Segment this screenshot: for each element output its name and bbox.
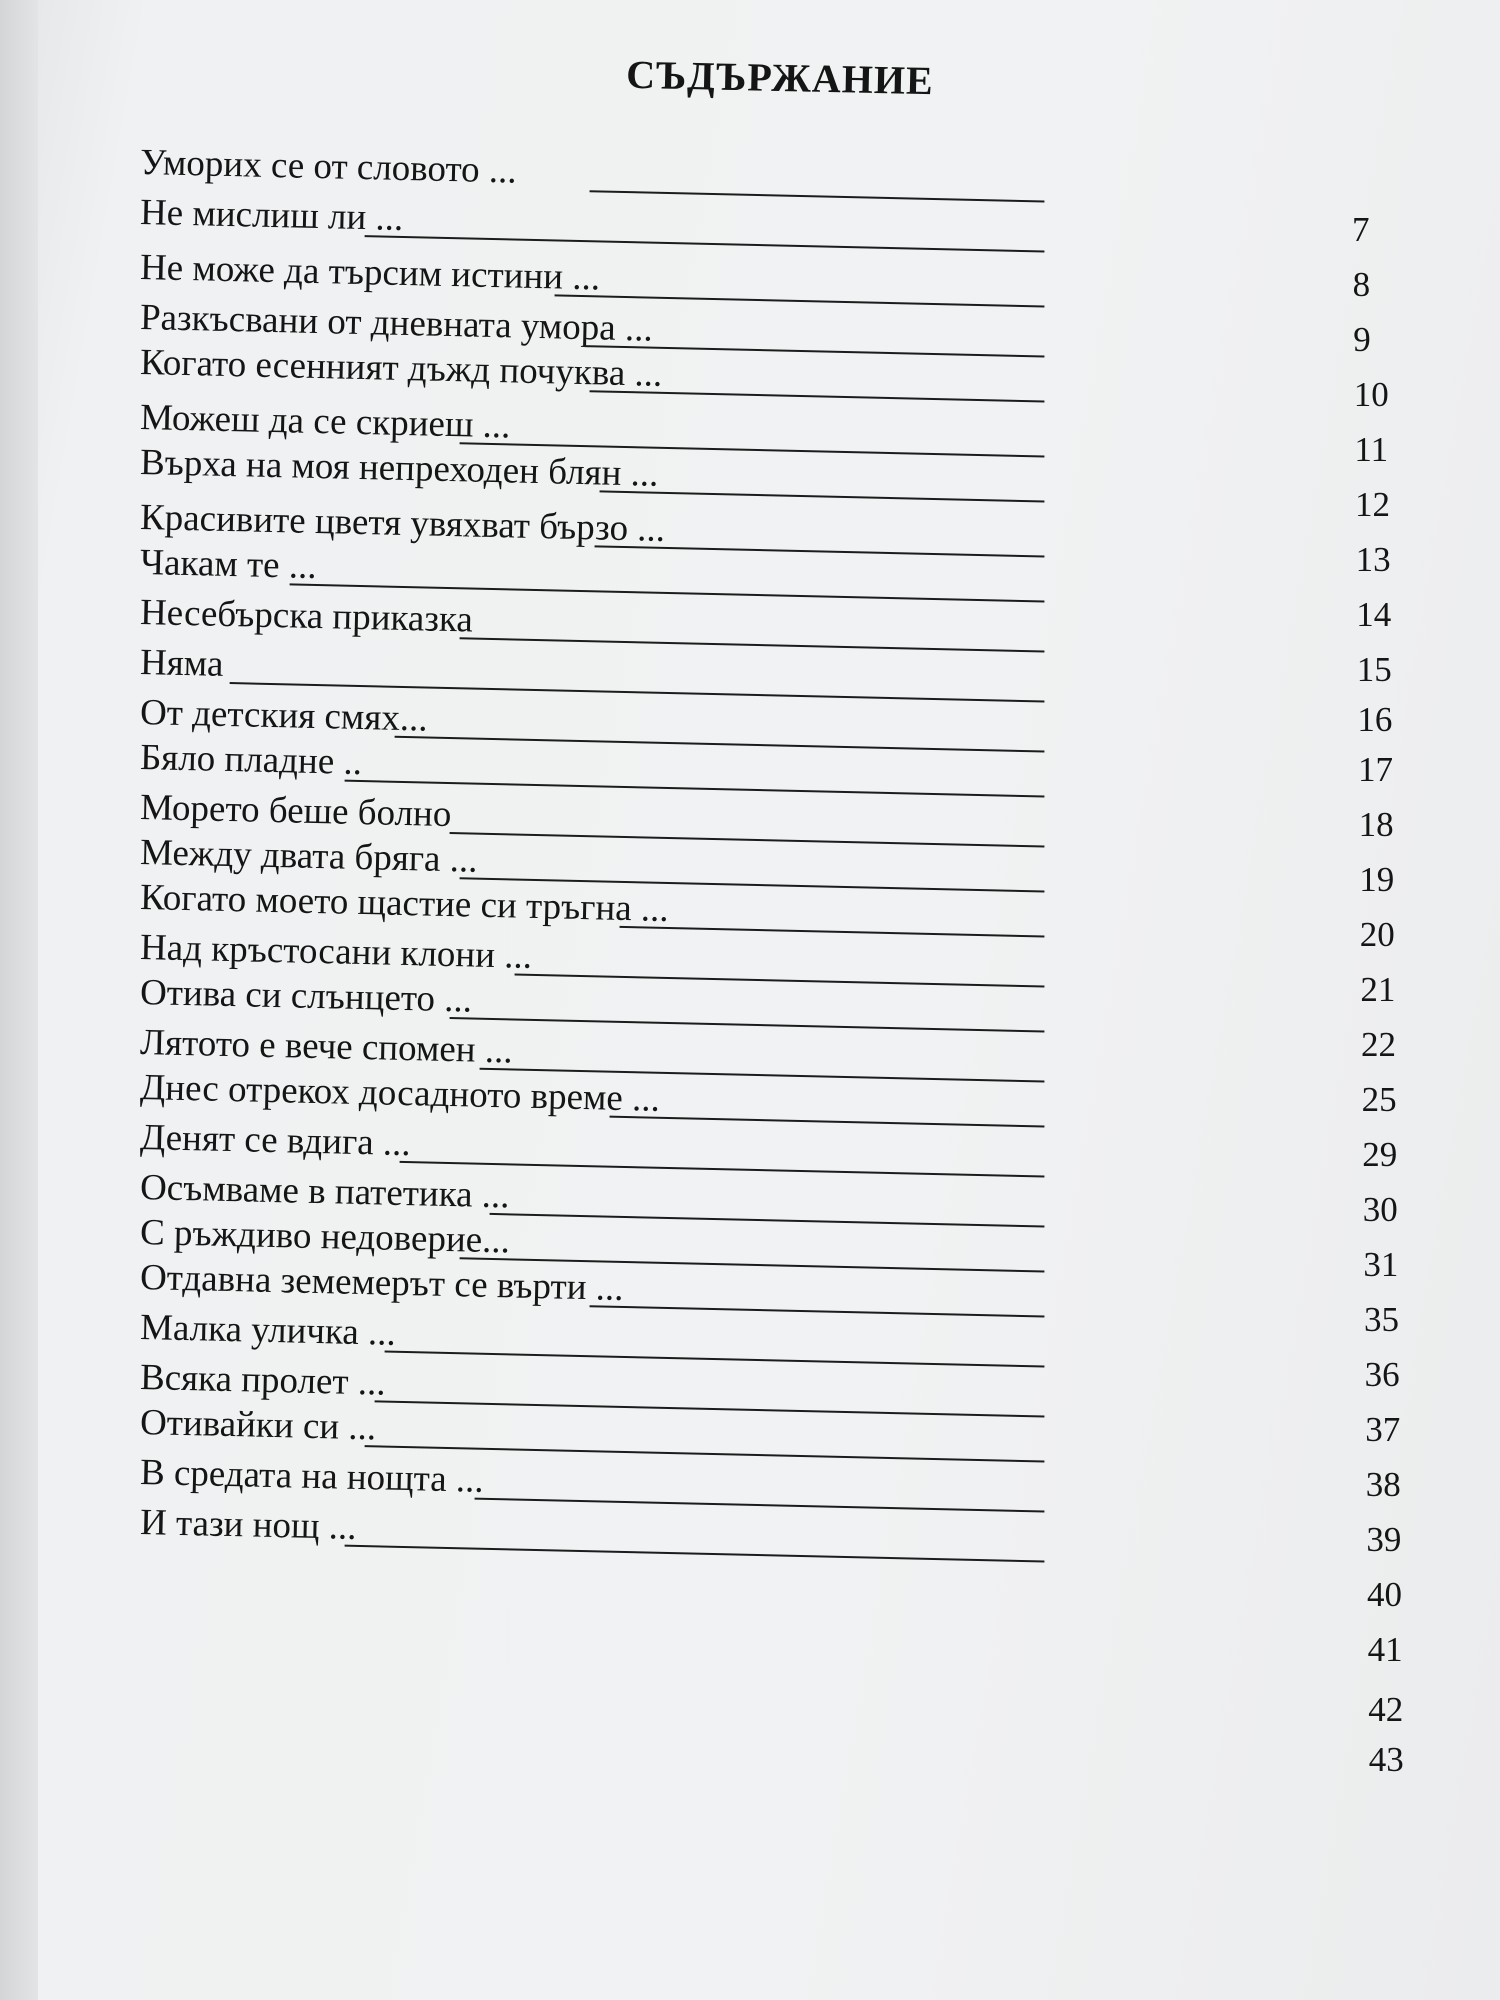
toc-entry-title: И тази нощ ... [139, 1502, 357, 1548]
toc-entry-title: Разкъсвани от дневната умора ... [139, 297, 654, 350]
toc-page-number: 41 [1367, 1630, 1403, 1669]
toc-entry-title: Всяка пролет ... [139, 1357, 387, 1404]
toc-page-number: 30 [1362, 1190, 1398, 1229]
leader-line [590, 190, 1045, 202]
toc-entry-title: Можеш да се скриеш ... [139, 397, 511, 447]
toc-entry-title: Отивайки си ... [139, 1402, 377, 1449]
toc-page-number: 19 [1359, 860, 1395, 899]
toc-page-number: 16 [1357, 700, 1393, 739]
toc-page-number: 13 [1355, 540, 1391, 579]
toc-entry-title: Осъмваме в патетика ... [139, 1167, 511, 1217]
toc-entry-title: Когато есенният дъжд почуква ... [139, 342, 663, 395]
toc-page-number: 43 [1368, 1740, 1404, 1779]
toc-page-number: 11 [1354, 430, 1389, 469]
toc-entry-title: Бяло пладне .. [139, 737, 363, 784]
leader-line [365, 235, 1045, 252]
page-title: СЪДЪРЖАНИЕ [625, 51, 935, 104]
toc-page-number: 37 [1365, 1410, 1401, 1449]
toc-page-number: 40 [1367, 1575, 1402, 1614]
toc-page-number: 39 [1366, 1520, 1402, 1559]
page-gutter [0, 0, 38, 2000]
toc-page-number: 36 [1364, 1355, 1400, 1394]
leader-line [590, 1305, 1045, 1317]
toc-entry-title: Над кръстосани клони ... [139, 927, 533, 977]
toc-entry-title: С ръждиво недоверие... [139, 1212, 511, 1262]
toc-entry-title: Морето беше болно [139, 787, 452, 836]
table-of-contents [140, 0, 1400, 2000]
toc-entry-title: Несебърска приказка [139, 592, 474, 641]
toc-entry-title: Красивите цветя увяхват бързо ... [139, 497, 666, 550]
toc-page-number: 42 [1368, 1690, 1404, 1729]
leader-line [610, 1116, 1045, 1128]
toc-page-number: 38 [1365, 1465, 1401, 1504]
toc-page-number: 18 [1358, 805, 1394, 844]
toc-page-number: 25 [1361, 1080, 1397, 1119]
toc-page-number: 17 [1358, 750, 1393, 789]
toc-page-number: 21 [1360, 970, 1396, 1009]
leader-line [345, 1545, 1045, 1563]
leader-line [590, 390, 1045, 402]
leader-line [600, 490, 1045, 502]
toc-entry-title: Между двата бряга ... [139, 832, 478, 881]
toc-entry-title: Отдавна земемерът се върти ... [139, 1257, 624, 1309]
toc-page-number: 7 [1352, 210, 1370, 249]
toc-entry-title: Денят се вдига ... [139, 1117, 412, 1165]
toc-page-number: 14 [1356, 595, 1392, 634]
toc-page-number: 29 [1362, 1135, 1398, 1174]
toc-page-number: 22 [1361, 1025, 1396, 1064]
toc-entry-title: Няма [139, 642, 224, 685]
toc-entry-title: Уморих се от словото ... [139, 142, 518, 192]
toc-entry-title: В средата на нощта ... [139, 1452, 485, 1501]
toc-entry-title: Чакам те ... [139, 542, 318, 588]
toc-page-number: 31 [1363, 1245, 1399, 1284]
toc-entry-title: Не мислиш ли ... [139, 192, 404, 239]
leader-line [620, 926, 1045, 938]
toc-entry-title: Лятото е вече спомен ... [139, 1022, 514, 1072]
toc-entry-title: Днес отрекох досадното време ... [139, 1067, 661, 1120]
toc-entry-title: Отива си слънцето ... [139, 972, 473, 1021]
toc-entry-title: Малка уличка ... [139, 1307, 397, 1354]
toc-page-number: 10 [1353, 375, 1389, 414]
toc-entry-title: От детския смях... [139, 692, 429, 740]
toc-entry-title: Върха на моя непреходен блян ... [139, 442, 659, 495]
toc-page-number: 12 [1355, 485, 1390, 524]
toc-page-number: 20 [1359, 915, 1395, 954]
toc-page-number: 9 [1353, 320, 1371, 359]
toc-page-number: 15 [1356, 650, 1392, 689]
toc-page-number: 8 [1352, 265, 1371, 304]
toc-entry-title: Когато моето щастие си тръгна ... [139, 877, 670, 930]
toc-page-number: 35 [1364, 1300, 1399, 1339]
toc-entry-title: Не може да търсим истини ... [139, 247, 601, 299]
